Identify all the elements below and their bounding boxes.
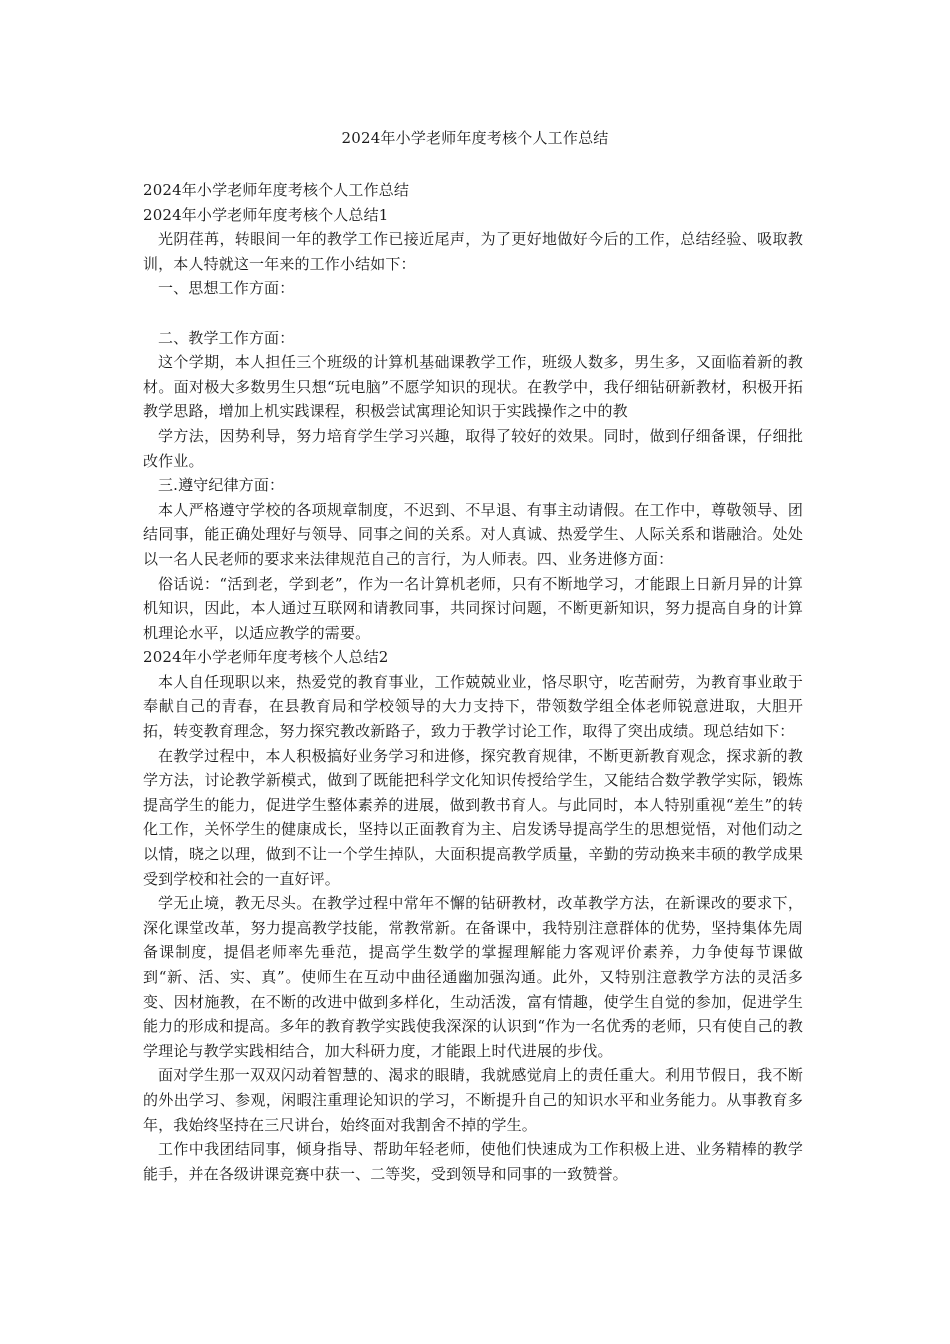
paragraph-teaching-process: 在教学过程中，本人积极搞好业务学习和进修，探究教育规律，不断更新教育观念，探求新的教学方法，讨论教学新模式，做到了既能把科学文化知识传授给学生，又能结合数学教学实际，锻炼提高学生的能力，促进学生整体素养的进展，做到教书育人。与此同时，本人特别重视“差生”的转化工作，关怀学生的健康成长，坚持以正面教育为主、启发诱导提高学生的思想觉悟，对他们动之以情，晓之以理，做到不让一个学生掉队，大面积提高教学质量，辛勤的劳动换来丰硕的教学成果受到学校和社会的一直好评。	[143, 746, 803, 888]
paragraph-intro: 光阴荏苒，转眼间一年的教学工作已接近尾声，为了更好地做好今后的工作，总结经验、吸取教训，本人特就这一年来的工作小结如下：	[143, 230, 803, 273]
paragraph-teaching-1: 这个学期，本人担任三个班级的计算机基础课教学工作，班级人数多，男生多，又面临着新的教材。面对极大多数男生只想“玩电脑”不愿学知识的现状。在教学中，我仔细钻研新教材，积极开拓教学思路，增加上机实践课程，积极尝试寓理论知识于实践操作之中的教	[143, 353, 803, 421]
heading-teaching-work: 二、教学工作方面：	[158, 328, 295, 347]
heading-thought-work: 一、思想工作方面：	[158, 279, 295, 298]
paragraph-career: 本人自任现职以来，热爱党的教育事业，工作兢兢业业，恪尽职守，吃苦耐劳，为教育事业敢于奉献自己的青春，在县教育局和学校领导的大力支持下，带领数学组全体老师锐意进取，大胆开拓，转变教育理念，努力探究教改新路子，致力于教学讨论工作，取得了突出成绩。现总结如下：	[143, 672, 803, 741]
document-title: 2024年小学老师年度考核个人工作总结	[341, 129, 609, 147]
paragraph-colleagues: 工作中我团结同事，倾身指导、帮助年轻老师，使他们快速成为工作积极上进、业务精棒的教学能手，并在各级讲课竞赛中获一、二等奖，受到领导和同事的一致赞誉。	[143, 1140, 803, 1183]
paragraph-responsibility: 面对学生那一双双闪动着智慧的、渴求的眼睛，我就感觉肩上的责任重大。利用节假日，我不断的外出学习、参观，闲暇注重理论知识的学习，不断提升自己的知识水平和业务能力。从事教育多年，我始终坚持在三尺讲台，始终面对我割舍不掉的学生。	[143, 1066, 803, 1134]
heading-discipline: 三.遵守纪律方面：	[158, 476, 285, 495]
document-body	[143, 178, 803, 1186]
paragraph-teaching-2: 学方法，因势利导，努力培育学生学习兴趣，取得了较好的效果。同时，做到仔细备课，仔细批改作业。	[143, 426, 803, 470]
section-1-title: 2024年小学老师年度考核个人总结1	[143, 205, 389, 224]
paragraph-discipline: 本人严格遵守学校的各项规章制度，不迟到、不早退、有事主动请假。在工作中，尊敬领导、团结同事，能正确处理好与领导、同事之间的关系。对人真诚、热爱学生、人际关系和谐融洽。处处以一名人民老师的要求来法律规范自己的言行，为人师表。四、业务进修方面：	[143, 500, 803, 568]
section-2-title: 2024年小学老师年度考核个人总结2	[143, 648, 389, 667]
paragraph-endless-learning: 学无止境，教无尽头。在教学过程中常年不懈的钻研教材，改革教学方法，在新课改的要求下，深化课堂改革，努力提高教学技能，常教常新。在备课中，我特别注意群体的优势，坚持集体先周备课制度，提倡老师率先垂范，提高学生数学的掌握理解能力客观评价素养，力争使每节课做到“新、活、实、真”。使师生在互动中曲径通幽加强沟通。此外，又特别注意教学方法的灵活多变、因材施教，在不断的改进中做到多样化，生动活泼，富有情趣，使学生自觉的参加，促进学生能力的形成和提高。多年的教育教学实践使我深深的认识到“作为一名优秀的老师，只有使自己的教学理论与教学实践相结合，加大科研力度，才能跟上时代进展的步伐。	[143, 894, 803, 1060]
paragraph-study: 俗话说：“活到老，学到老”，作为一名计算机老师，只有不断地学习，才能跟上日新月异的计算机知识，因此，本人通过互联网和请教同事，共同探讨问题，不断更新知识，努力提高自身的计算机理论水平，以适应教学的需要。	[143, 574, 803, 642]
document-heading: 2024年小学老师年度考核个人工作总结	[143, 181, 410, 199]
